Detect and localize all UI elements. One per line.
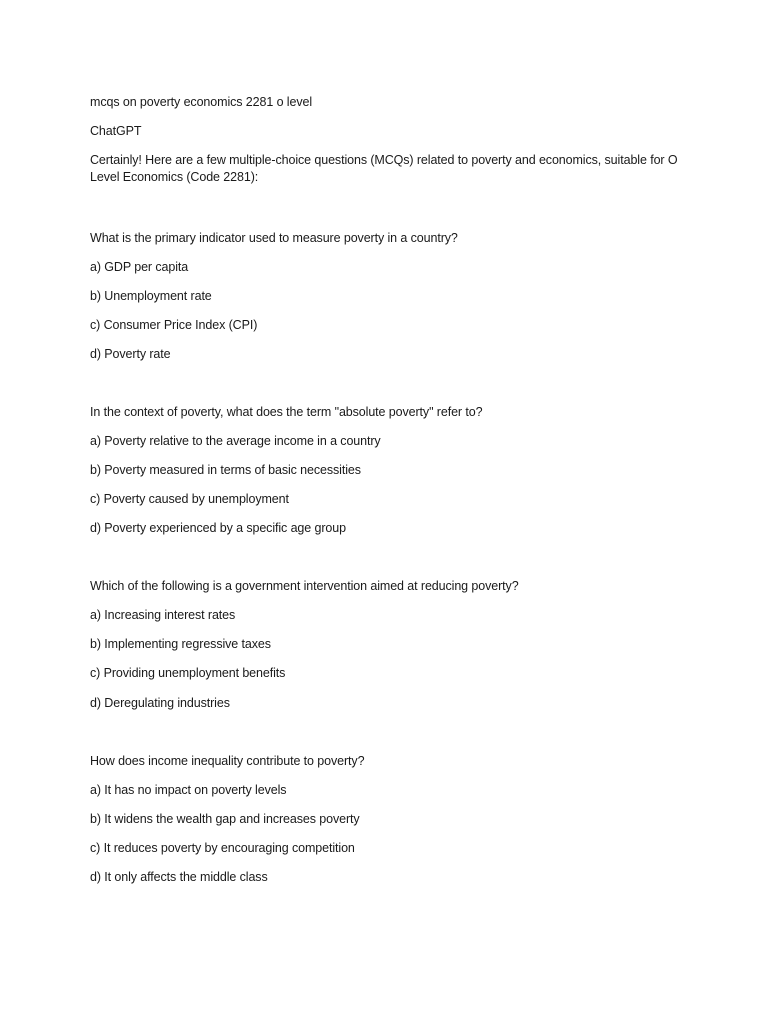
question-1: What is the primary indicator used to measure poverty in a country? [90,231,458,245]
question-2-option-a: a) Poverty relative to the average income in a country [90,434,381,448]
question-3-option-d: d) Deregulating industries [90,696,230,710]
question-3: Which of the following is a government intervention aimed at reducing poverty? [90,579,519,593]
speaker-label: ChatGPT [90,124,142,138]
question-2: In the context of poverty, what does the term "absolute poverty" refer to? [90,405,483,419]
question-4: How does income inequality contribute to poverty? [90,754,365,768]
question-3-option-a: a) Increasing interest rates [90,608,236,622]
user-prompt: mcqs on poverty economics 2281 o level [90,95,313,109]
question-4-option-b: b) It widens the wealth gap and increases poverty [90,812,360,826]
question-1-option-b: b) Unemployment rate [90,289,212,303]
question-4-option-c: c) It reduces poverty by encouraging competition [90,841,355,855]
question-2-option-b: b) Poverty measured in terms of basic necessities [90,463,361,477]
question-1-option-c: c) Consumer Price Index (CPI) [90,318,258,332]
question-4-option-d: d) It only affects the middle class [90,870,268,884]
question-2-option-c: c) Poverty caused by unemployment [90,492,289,506]
question-2-option-d: d) Poverty experienced by a specific age group [90,521,346,535]
intro-paragraph: Certainly! Here are a few multiple-choice questions (MCQs) related to poverty and economics, suitable for O Level Economics (Code 2281): [90,153,678,184]
question-3-option-b: b) Implementing regressive taxes [90,637,271,651]
question-1-option-a: a) GDP per capita [90,260,189,274]
question-3-option-c: c) Providing unemployment benefits [90,666,286,680]
question-4-option-a: a) It has no impact on poverty levels [90,783,287,797]
question-1-option-d: d) Poverty rate [90,347,171,361]
